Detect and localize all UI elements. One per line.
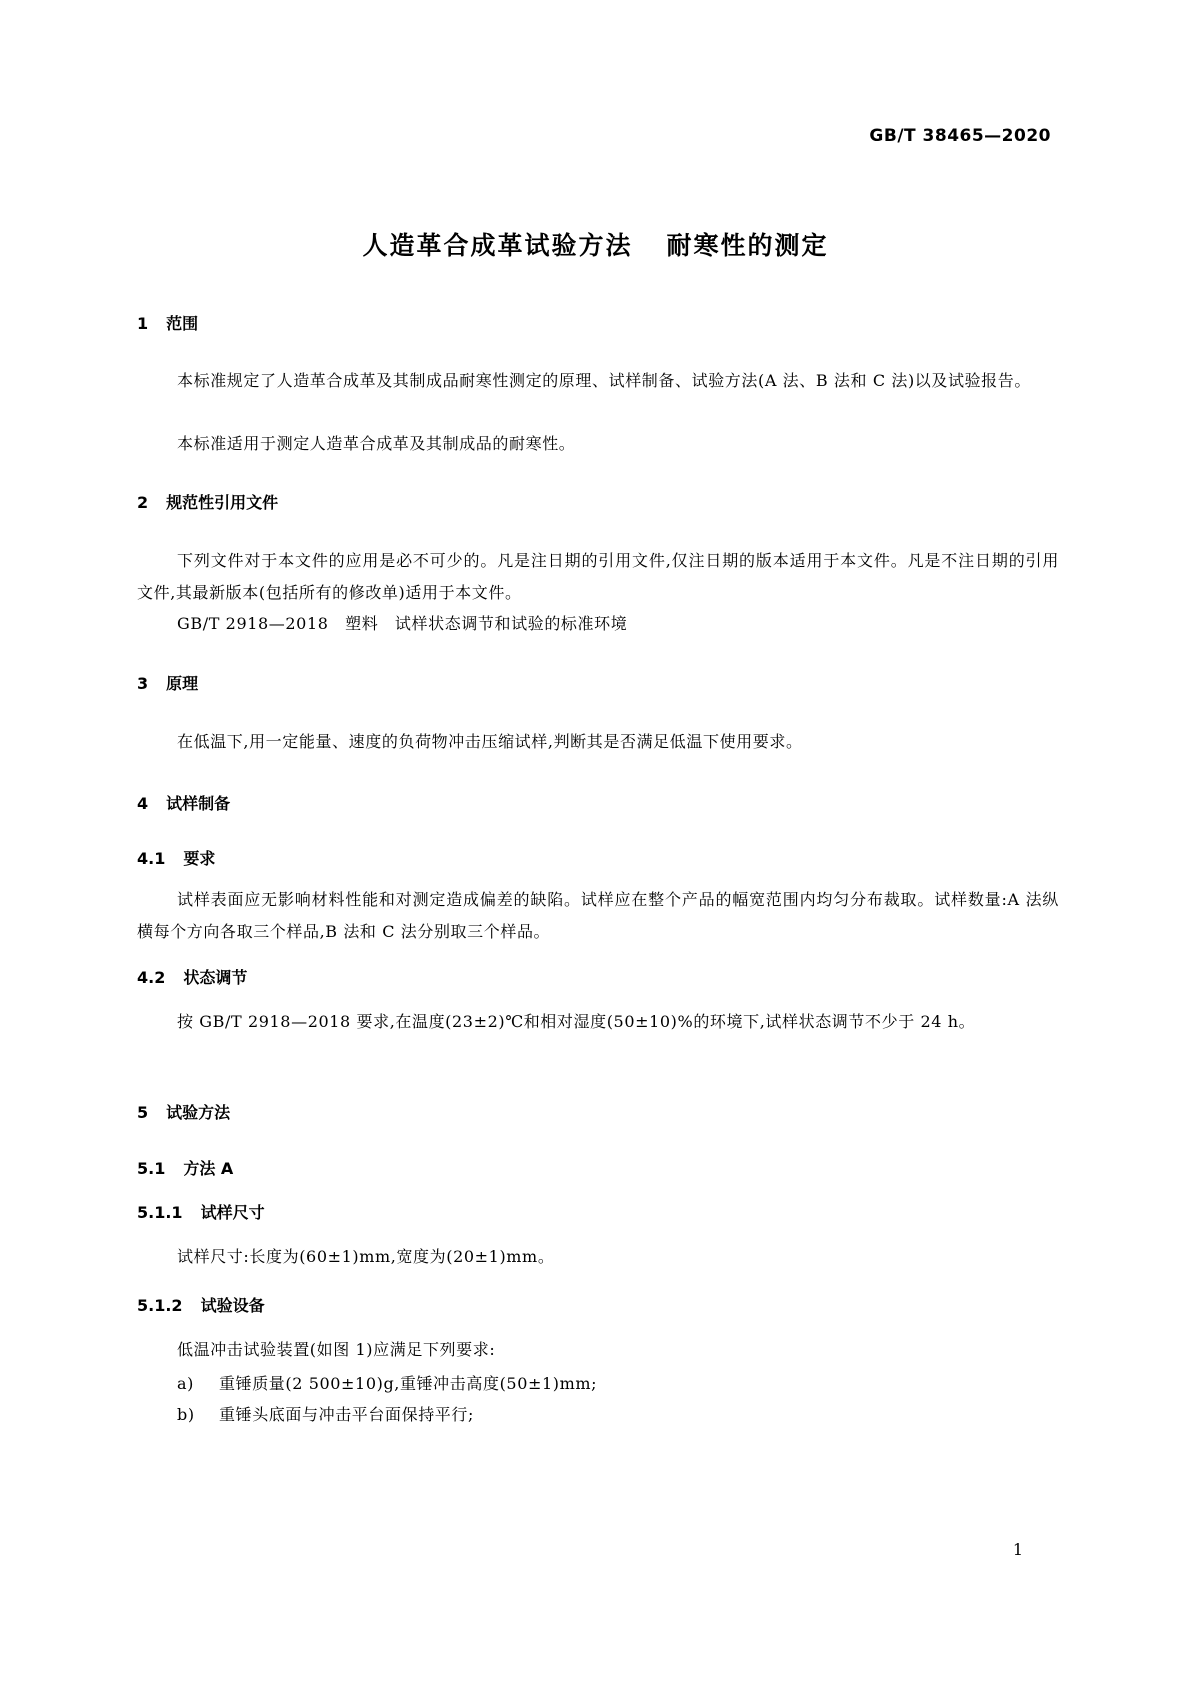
document-title	[0, 226, 1191, 262]
section-number: 4.1	[137, 849, 166, 868]
title-part1: 人造革合成革试验方法	[362, 231, 633, 260]
section-title: 方法 A	[183, 1159, 234, 1178]
section-5-1-2-heading	[137, 1293, 265, 1316]
paragraph: 试样尺寸:长度为(60±1)mm,宽度为(20±1)mm。	[177, 1247, 555, 1266]
paragraph: 试样表面应无影响材料性能和对测定造成偏差的缺陷。试样应在整个产品的幅宽范围内均匀分布裁取。试样数量:A 法纵横每个方向各取三个样品,B 法和 C 法分别取三个样品。	[137, 890, 1059, 941]
list-marker: a)	[177, 1374, 194, 1393]
section-title: 范围	[166, 314, 199, 333]
section-4-1-heading	[137, 846, 215, 869]
section-title: 要求	[183, 849, 216, 868]
section-3-heading	[137, 671, 198, 694]
section-1-heading	[137, 311, 198, 334]
section-number: 5	[137, 1103, 149, 1122]
paragraph: 本标准规定了人造革合成革及其制成品耐寒性测定的原理、试样制备、试验方法(A 法、B 法和 C 法)以及试验报告。	[177, 371, 1031, 390]
section-5-heading	[137, 1100, 230, 1123]
list-item	[177, 1402, 474, 1425]
section-title: 试样制备	[166, 794, 231, 813]
paragraph: 下列文件对于本文件的应用是必不可少的。凡是注日期的引用文件,仅注日期的版本适用于本文件。凡是不注日期的引用文件,其最新版本(包括所有的修改单)适用于本文件。	[137, 551, 1059, 602]
list-item-text: 重锤质量(2 500±10)g,重锤冲击高度(50±1)mm;	[219, 1374, 598, 1393]
section-title: 原理	[166, 674, 199, 693]
page-number: 1	[1012, 1540, 1023, 1559]
paragraph: 在低温下,用一定能量、速度的负荷物冲击压缩试样,判断其是否满足低温下使用要求。	[177, 732, 803, 751]
section-title: 试验方法	[166, 1103, 231, 1122]
section-number: 4	[137, 794, 149, 813]
section-title: 试样尺寸	[200, 1203, 265, 1222]
section-2-heading	[137, 490, 278, 513]
list-item	[177, 1371, 597, 1394]
normative-reference: GB/T 2918—2018 塑料 试样状态调节和试验的标准环境	[177, 614, 628, 633]
paragraph: 低温冲击试验装置(如图 1)应满足下列要求:	[177, 1340, 496, 1359]
section-number: 3	[137, 674, 149, 693]
list-item-text: 重锤头底面与冲击平台面保持平行;	[219, 1405, 474, 1424]
list-marker: b)	[177, 1405, 195, 1424]
section-number: 5.1	[137, 1159, 166, 1178]
paragraph: 按 GB/T 2918—2018 要求,在温度(23±2)℃和相对湿度(50±10)%的环境下,试样状态调节不少于 24 h。	[177, 1012, 976, 1031]
section-number: 2	[137, 493, 149, 512]
paragraph: 本标准适用于测定人造革合成革及其制成品的耐寒性。	[177, 434, 576, 453]
section-number: 5.1.1	[137, 1203, 183, 1222]
section-4-heading	[137, 791, 230, 814]
section-title: 规范性引用文件	[166, 493, 279, 512]
section-number: 4.2	[137, 968, 166, 987]
title-part2: 耐寒性的测定	[666, 231, 829, 260]
section-number: 5.1.2	[137, 1296, 183, 1315]
section-number: 1	[137, 314, 149, 333]
section-5-1-heading	[137, 1156, 233, 1179]
section-5-1-1-heading	[137, 1200, 265, 1223]
section-title: 试验设备	[200, 1296, 265, 1315]
section-title: 状态调节	[183, 968, 248, 987]
section-4-2-heading	[137, 965, 247, 988]
standard-number: GB/T 38465—2020	[869, 126, 1051, 146]
